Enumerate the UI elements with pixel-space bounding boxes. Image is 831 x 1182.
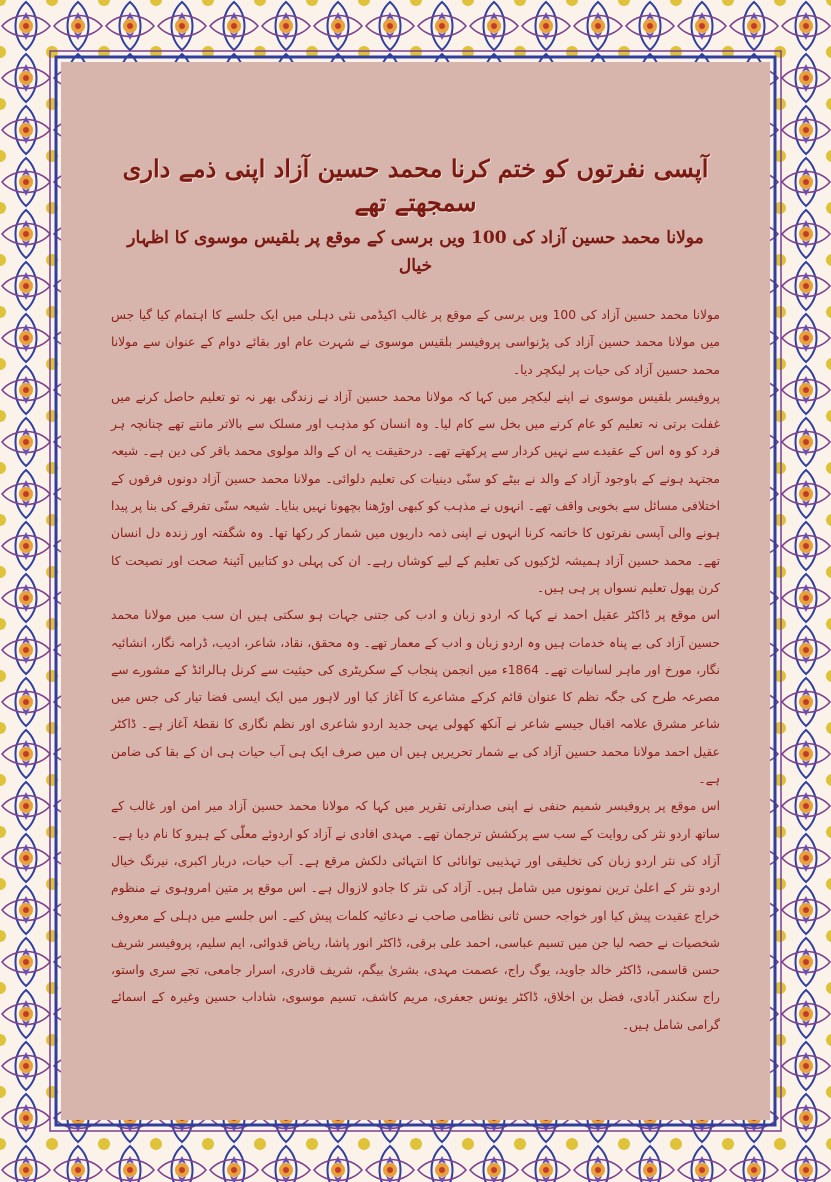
article-paragraph: مولانا محمد حسین آزاد کی 100 ویں برسی کے موقع پر غالب اکیڈمی نئی دہلی میں ایک جلسے کا اہتمام کیا گیا جس میں مولانا محمد حسین آزاد کی پڑنواسی پروفیسر بلقیس موسوی نے شہرت عام اور بقائے دوام کے عنوان سے مولانا محمد حسین آزاد کی حیات پر لیکچر دیا۔ xyxy=(111,308,720,377)
article-paragraph: پروفیسر بلقیس موسوی نے اپنے لیکچر میں کہا کہ مولانا محمد حسین آزاد نے زندگی بھر نہ تو تعلیم حاصل کرنے میں غفلت برتی نہ تعلیم کو عام کرنے میں بخل سے کام لیا۔ وہ انسان کو مذہب اور مسلک سے بالاتر مانتے تھے چنانچہ ہر فرد کو وہ اس کے عقیدے سے نہیں کردار سے پرکھتے تھے۔ درحقیقت یہ ان کے والد مولوی محمد باقر کی دین ہے۔ شیعہ مجتہد ہونے کے باوجود آزاد کے والد نے بیٹے کو سنّی دینیات کی تعلیم دلوائی۔ مولانا محمد حسین آزاد دونوں فرقوں کے اختلافی مسائل سے بخوبی واقف تھے۔ انہوں نے مذہب کو کبھی اوڑھنا بچھونا نہیں بنایا۔ شیعہ سنّی تفرقے کی بنا پر پیدا ہونے والی آپسی نفرتوں کا خاتمہ کرنا انہوں نے اپنی ذمہ داریوں میں شمار کر رکھا تھا۔ وہ شگفتہ اور زندہ دل انسان تھے۔ محمد حسین آزاد ہمیشہ لڑکیوں کی تعلیم کے لیے کوشاں رہے۔ ان کی پہلی دو کتابیں آئینۂ صحت اور نصیحت کا کرن پھول تعلیم نسواں پر ہی ہیں۔ xyxy=(111,389,720,595)
article-paragraph: اس موقع پر ڈاکٹر عقیل احمد نے کہا کہ اردو زبان و ادب کی جتنی جہات ہو سکتی ہیں ان سب میں مولانا محمد حسین آزاد کی بے پناہ خدمات ہیں وہ اردو زبان و ادب کے معمار تھے۔ وہ محقق، نقاد، شاعر، ادیب، ڈرامہ نگار، انشائیہ نگار، مورخ اور ماہر لسانیات تھے۔ 1864ء میں انجمن پنجاب کے سکریٹری کی حیثیت سے کرنل ہالرائڈ کے مشورے سے مصرعہ طرح کی جگہ نظم کا عنوان قائم کرکے مشاعرے کا آغاز کیا اور لاہور میں ایک ایسی فضا تیار کی جس میں شاعر مشرق علامہ اقبال جیسے شاعر نے آنکھ کھولی یہی جدید اردو شاعری اور نظم نگاری کا نقطۂ آغاز ہے۔ ڈاکٹر عقیل احمد مولانا محمد حسین آزاد کی بے شمار تحریریں ہیں ان میں صرف ایک ہی آب حیات ہی ان کے بقا کی ضامن ہے۔ xyxy=(111,608,720,787)
article-page xyxy=(61,62,770,1120)
article-body xyxy=(111,302,720,1039)
article-title: آپسی نفرتوں کو ختم کرنا محمد حسین آزاد اپنی ذمے داری سمجھتے تھے xyxy=(122,154,709,217)
article-paragraph: اس موقع پر پروفیسر شمیم حنفی نے اپنی صدارتی تقریر میں کہا کہ مولانا محمد حسین آزاد میر امن اور غالب کے ساتھ اردو نثر کی روایت کے سب سے پرکشش ترجمان تھے۔ مہدی افادی نے آزاد کو اردوئے معلّٰی کے ہیرو کا نام دیا ہے۔ آزاد کی نثر اردو زبان کی تخلیقی اور تہذیبی توانائی کا انتہائی دلکش مرقع ہے۔ آب حیات، دربار اکبری، نیرنگ خیال اردو نثر کے اعلیٰ ترین نمونوں میں شامل ہیں۔ آزاد کی نثر کا جادو لازوال ہے۔ اس موقع پر متین امروہوی نے منظوم خراج عقیدت پیش کیا اور خواجہ حسن ثانی نظامی صاحب نے دعائیہ کلمات پیش کیے۔ اس جلسے میں دہلی کے معروف شخصیات نے حصہ لیا جن میں تسیم عباسی، احمد علی برقی، ڈاکٹر انور پاشا، ریاض قدوائی، ایم سلیم، پروفیسر شریف حسن قاسمی، ڈاکٹر خالد جاوید، یوگ راج، عصمت مہدی، بشریٰ بیگم، شریف قادری، اسرار جامعی، تجے سری واستو، راج سکندر آبادی، فضل بن اخلاق، ڈاکٹر یونس جعفری، مریم کاشف، تسیم موسوی، شاداب حسین وغیرہ کے اسمائے گرامی شامل ہیں۔ xyxy=(111,799,720,1032)
article-subtitle: مولانا محمد حسین آزاد کی 100 ویں برسی کے موقع پر بلقیس موسوی کا اظہار خیال xyxy=(127,228,704,276)
